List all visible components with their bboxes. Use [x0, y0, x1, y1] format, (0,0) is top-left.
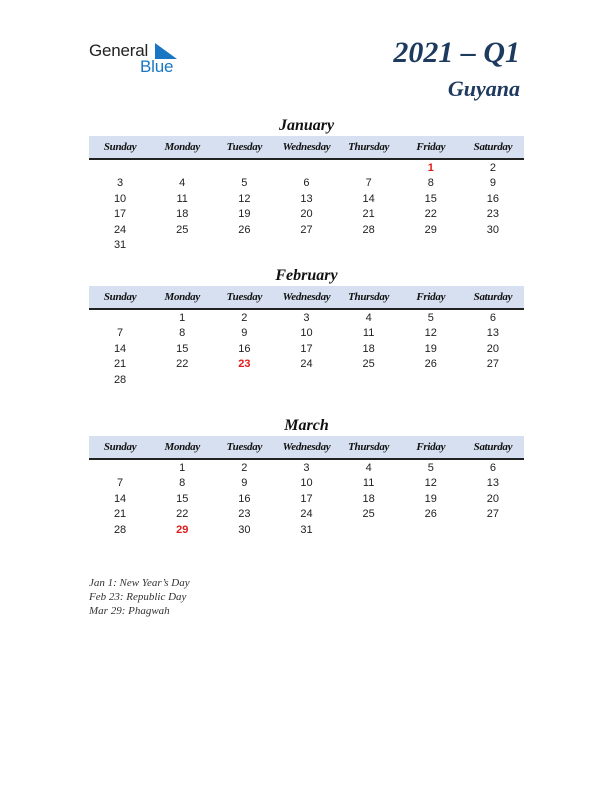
day-cell	[213, 161, 275, 176]
day-cell: 27	[486, 358, 500, 371]
page-title: 2021 – Q1	[393, 36, 520, 69]
weekday-label: Sunday	[103, 441, 137, 453]
day-cell: 2	[489, 162, 496, 174]
day-cell: 9	[489, 177, 496, 190]
weekday-label: Thursday	[348, 291, 390, 303]
day-cell: 26	[424, 358, 437, 371]
holiday-day-cell: 23	[238, 358, 251, 371]
day-cell: 16	[238, 492, 251, 505]
day-cell: 8	[427, 177, 434, 190]
day-cell: 4	[365, 312, 372, 324]
day-cell: 27	[486, 508, 500, 521]
day-cell: 30	[238, 523, 251, 536]
day-cell: 5	[427, 312, 434, 324]
weekday-label: Wednesday	[282, 141, 331, 153]
day-cell: 26	[238, 223, 251, 236]
day-cell: 17	[300, 492, 313, 505]
weekday-label: Tuesday	[226, 441, 263, 453]
week-row	[89, 476, 524, 491]
weekday-label: Monday	[164, 291, 200, 303]
day-cell: 6	[489, 462, 496, 474]
month-name: January	[278, 117, 335, 134]
logo-word-general: General	[89, 41, 149, 60]
week-row	[89, 238, 524, 253]
week-row	[89, 357, 524, 372]
weekday-label: Sunday	[103, 291, 137, 303]
day-cell: 10	[300, 477, 313, 490]
day-cell: 20	[300, 208, 313, 221]
day-cell: 25	[176, 223, 189, 236]
day-cell	[462, 373, 524, 388]
day-cell	[400, 523, 462, 538]
day-cell: 30	[486, 223, 500, 236]
week-row	[89, 161, 524, 176]
day-cell	[213, 373, 275, 388]
day-cell	[275, 373, 337, 388]
month-grid	[89, 161, 524, 253]
day-cell: 4	[365, 462, 372, 474]
day-cell: 3	[303, 312, 310, 324]
day-cell: 6	[303, 177, 310, 190]
week-row	[89, 326, 524, 341]
weekday-label: Sunday	[103, 141, 137, 153]
weekday-label: Wednesday	[282, 441, 331, 453]
week-row	[89, 373, 524, 388]
day-cell: 15	[424, 192, 437, 205]
week-row	[89, 523, 524, 538]
month-grid	[89, 311, 524, 388]
day-cell: 15	[176, 492, 189, 505]
day-cell	[275, 161, 337, 176]
day-cell: 1	[179, 312, 186, 324]
weekday-label: Tuesday	[226, 291, 263, 303]
day-cell	[89, 461, 151, 476]
day-cell: 13	[486, 327, 500, 340]
month-grid	[89, 461, 524, 538]
day-cell: 24	[300, 508, 313, 521]
day-cell: 12	[424, 477, 437, 490]
day-cell	[151, 238, 213, 253]
day-cell: 10	[113, 192, 127, 205]
logo	[89, 40, 189, 76]
day-cell: 9	[241, 327, 248, 340]
week-row	[89, 342, 524, 357]
day-cell: 5	[241, 177, 248, 190]
holiday-note: Mar 29: Phagwah	[89, 605, 170, 617]
day-cell: 25	[362, 508, 375, 521]
week-row	[89, 507, 524, 522]
weekday-header	[89, 436, 524, 460]
country-name: Guyana	[447, 76, 520, 101]
day-cell: 18	[362, 492, 375, 505]
day-cell: 11	[176, 192, 188, 205]
weekday-header	[89, 286, 524, 310]
week-row	[89, 192, 524, 207]
week-row	[89, 461, 524, 476]
day-cell: 13	[486, 477, 500, 490]
day-cell: 7	[365, 177, 372, 190]
day-cell: 15	[176, 342, 189, 355]
day-cell: 27	[300, 223, 313, 236]
holiday-note: Jan 1: New Year’s Day	[89, 577, 190, 589]
day-cell: 26	[424, 508, 437, 521]
week-row	[89, 176, 524, 191]
day-cell: 10	[300, 327, 313, 340]
day-cell: 20	[486, 342, 500, 355]
day-cell	[338, 523, 400, 538]
day-cell: 1	[179, 462, 186, 474]
day-cell: 23	[486, 208, 500, 221]
day-cell: 24	[300, 358, 313, 371]
day-cell: 18	[176, 208, 189, 221]
day-cell: 19	[238, 208, 251, 221]
day-cell: 12	[238, 192, 251, 205]
day-cell: 18	[362, 342, 375, 355]
day-cell: 13	[300, 192, 313, 205]
day-cell: 8	[179, 477, 186, 490]
day-cell: 2	[241, 462, 248, 474]
day-cell	[400, 238, 462, 253]
day-cell: 4	[179, 177, 186, 190]
day-cell: 24	[113, 223, 127, 236]
day-cell	[462, 238, 524, 253]
day-cell	[338, 373, 400, 388]
day-cell: 17	[113, 208, 127, 221]
day-cell: 2	[241, 312, 248, 324]
month-name: February	[275, 267, 338, 284]
day-cell: 14	[113, 342, 127, 355]
day-cell: 28	[362, 223, 375, 236]
week-row	[89, 311, 524, 326]
day-cell: 7	[117, 327, 124, 340]
month-march	[89, 416, 524, 538]
day-cell: 3	[117, 177, 124, 190]
day-cell: 8	[179, 327, 186, 340]
day-cell: 3	[303, 462, 310, 474]
day-cell	[275, 238, 337, 253]
day-cell: 11	[362, 327, 375, 340]
weekday-label: Saturday	[473, 291, 513, 303]
weekday-label: Wednesday	[282, 291, 331, 303]
day-cell: 28	[113, 523, 127, 536]
weekday-label: Saturday	[473, 441, 513, 453]
day-cell: 22	[176, 358, 189, 371]
day-cell: 12	[424, 327, 437, 340]
holiday-note: Feb 23: Republic Day	[89, 591, 187, 603]
weekday-label: Tuesday	[226, 141, 263, 153]
logo-word-blue: Blue	[140, 57, 174, 76]
weekday-label: Monday	[164, 441, 200, 453]
day-cell: 22	[176, 508, 189, 521]
weekday-label: Friday	[416, 441, 446, 453]
day-cell	[89, 311, 151, 326]
day-cell: 19	[424, 342, 437, 355]
day-cell: 21	[362, 208, 375, 221]
day-cell: 19	[424, 492, 437, 505]
day-cell: 7	[117, 477, 124, 490]
holiday-notes	[89, 576, 190, 618]
day-cell: 29	[424, 223, 437, 236]
day-cell: 25	[362, 358, 375, 371]
weekday-label: Saturday	[473, 141, 513, 153]
day-cell: 17	[300, 342, 313, 355]
month-february	[89, 266, 524, 388]
weekday-label: Friday	[416, 291, 446, 303]
month-january	[89, 116, 524, 253]
day-cell: 14	[113, 492, 127, 505]
day-cell: 6	[489, 312, 496, 324]
day-cell	[338, 238, 400, 253]
day-cell	[151, 373, 213, 388]
day-cell: 31	[300, 523, 313, 536]
day-cell: 31	[113, 238, 127, 251]
day-cell: 23	[238, 508, 251, 521]
day-cell: 5	[427, 462, 434, 474]
weekday-label: Monday	[164, 141, 200, 153]
day-cell: 20	[486, 492, 500, 505]
week-row	[89, 492, 524, 507]
month-name: March	[284, 417, 329, 434]
day-cell: 16	[486, 192, 500, 205]
day-cell: 16	[238, 342, 251, 355]
weekday-label: Thursday	[348, 441, 390, 453]
week-row	[89, 223, 524, 238]
day-cell: 28	[113, 373, 127, 386]
day-cell	[338, 161, 400, 176]
week-row	[89, 207, 524, 222]
weekday-header	[89, 136, 524, 160]
day-cell: 22	[424, 208, 437, 221]
day-cell: 14	[362, 192, 375, 205]
day-cell: 11	[362, 477, 375, 490]
holiday-day-cell: 1	[427, 162, 434, 174]
day-cell: 9	[241, 477, 248, 490]
holiday-day-cell: 29	[176, 523, 189, 536]
day-cell: 21	[113, 508, 127, 521]
day-cell	[213, 238, 275, 253]
day-cell: 21	[113, 358, 127, 371]
day-cell	[89, 161, 151, 176]
weekday-label: Thursday	[348, 141, 390, 153]
day-cell	[151, 161, 213, 176]
day-cell	[462, 523, 524, 538]
weekday-label: Friday	[416, 141, 446, 153]
day-cell	[400, 373, 462, 388]
